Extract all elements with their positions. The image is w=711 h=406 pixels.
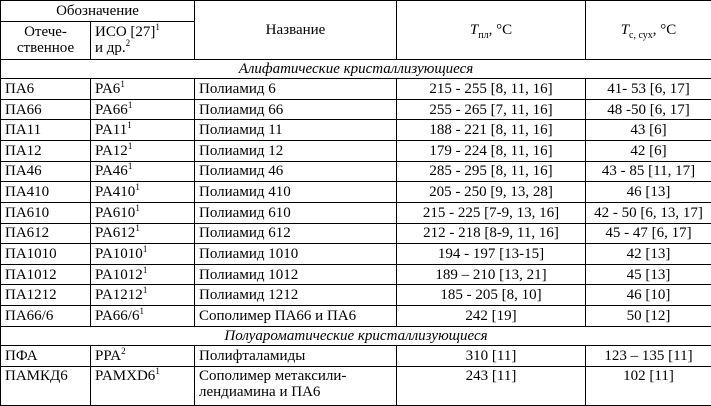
domestic-cell: ПАМКД6 (1, 366, 91, 405)
name-cell: Сополимер ПА66 и ПА6 (195, 306, 397, 327)
iso-cell: $PA6^1$ (91, 79, 195, 100)
glass-temp-cell: 50 [12] (586, 306, 711, 327)
glass-temp-cell: 123 – 135 [11] (586, 346, 711, 367)
melting-temp-cell: 242 [19] (397, 306, 586, 327)
name-cell: Полиамид 1010 (195, 244, 397, 265)
domestic-cell: ПА610 (1, 202, 91, 223)
melting-temp-cell: 189 – 210 [13, 21] (397, 264, 586, 285)
name-cell: Полиамид 46 (195, 161, 397, 182)
name-cell: Полиамид 410 (195, 182, 397, 203)
glass-temp-cell: 102 [11] (586, 366, 711, 405)
domestic-cell: ПА612 (1, 223, 91, 244)
domestic-cell: ПА66/6 (1, 306, 91, 327)
domestic-cell: ПА46 (1, 161, 91, 182)
table-row (1, 202, 711, 223)
table-row (1, 79, 711, 100)
section-aliphatic: Алифатические кристаллизующиеся (1, 59, 711, 79)
iso-cell: $PA66/6^1$ (91, 306, 195, 327)
name-cell: Полиамид 66 (195, 99, 397, 120)
iso-cell: $PA11^1$ (91, 120, 195, 141)
name-cell: Полиамид 612 (195, 223, 397, 244)
domestic-cell: ПА1012 (1, 264, 91, 285)
glass-temp-cell: 46 [10] (586, 285, 711, 306)
glass-temp-cell: 42 - 50 [6, 13, 17] (586, 202, 711, 223)
table-row (1, 366, 711, 405)
domestic-cell: ПА410 (1, 182, 91, 203)
designation-header: Обозначение (1, 1, 195, 22)
glass-temp-cell: 42 [6] (586, 141, 711, 162)
name-cell: Сополимер метаксили- лендиамина и ПА6 (195, 366, 397, 405)
iso-cell: PA1010$^1$ (91, 244, 195, 265)
glass-temp-cell: 42 [13] (586, 244, 711, 265)
name-cell: Полиамид 6 (195, 79, 397, 100)
iso-cell: $PA612^1$ (91, 223, 195, 244)
domestic-header: Отече- ственное (1, 21, 91, 59)
table-row (1, 141, 711, 162)
melting-temp-cell: 194 - 197 [13-15] (397, 244, 586, 265)
glass-temp-cell: 48 -50 [6, 17] (586, 99, 711, 120)
iso-cell: PA1212$^1$ (91, 285, 195, 306)
table-row (1, 285, 711, 306)
table-row (1, 182, 711, 203)
melting-temp-cell: 215 - 225 [7-9, 13, 16] (397, 202, 586, 223)
domestic-cell: ПФА (1, 346, 91, 367)
name-cell: Полиамид 1012 (195, 264, 397, 285)
glass-temp-cell: 43 [6] (586, 120, 711, 141)
iso-cell: $PA610^1$ (91, 202, 195, 223)
domestic-cell: ПА11 (1, 120, 91, 141)
name-cell: Полиамид 11 (195, 120, 397, 141)
section-semiaromatic: Полуароматические кристаллизующиеся (1, 326, 711, 346)
glass-temp-cell: 45 - 47 [6, 17] (586, 223, 711, 244)
name-cell: Полиамид 1212 (195, 285, 397, 306)
iso-cell: PA1012$^1$ (91, 264, 195, 285)
iso-cell: $PA410^1$ (91, 182, 195, 203)
iso-cell: $PA46^1$ (91, 161, 195, 182)
melting-temp-cell: 285 - 295 [8, 11, 16] (397, 161, 586, 182)
melting-temp-cell: 212 - 218 [8-9, 11, 16] (397, 223, 586, 244)
domestic-cell: ПА12 (1, 141, 91, 162)
name-header: Название (195, 1, 397, 60)
table-row (1, 223, 711, 244)
table-row (1, 306, 711, 327)
name-cell: Полифталамиды (195, 346, 397, 367)
table-row (1, 120, 711, 141)
iso-header: ИСО $[27]^1$ и др.$^2$ (91, 21, 195, 59)
iso-cell: PPA$^2$ (91, 346, 195, 367)
melting-temp-cell: 179 - 224 [8, 11, 16] (397, 141, 586, 162)
domestic-cell: ПА1010 (1, 244, 91, 265)
melting-temp-cell: 243 [11] (397, 366, 586, 405)
melting-temp-cell: 215 - 255 [8, 11, 16] (397, 79, 586, 100)
iso-cell: $PA12^1$ (91, 141, 195, 162)
domestic-cell: ПА66 (1, 99, 91, 120)
domestic-cell: ПА6 (1, 79, 91, 100)
glass-temp-cell: 46 [13] (586, 182, 711, 203)
melting-temp-header: $T_{пл}$, °C (397, 1, 586, 60)
table-row (1, 346, 711, 367)
iso-cell: $PA66^1$ (91, 99, 195, 120)
melting-temp-cell: 188 - 221 [8, 11, 16] (397, 120, 586, 141)
table-row (1, 264, 711, 285)
table-row (1, 244, 711, 265)
domestic-cell: ПА1212 (1, 285, 91, 306)
name-cell: Полиамид 12 (195, 141, 397, 162)
glass-temp-cell: 45 [13] (586, 264, 711, 285)
iso-cell: $PAMXD6^1$ (91, 366, 195, 405)
glass-temp-cell: 41- 53 [6, 17] (586, 79, 711, 100)
melting-temp-cell: 255 - 265 [7, 11, 16] (397, 99, 586, 120)
melting-temp-cell: 205 - 250 [9, 13, 28] (397, 182, 586, 203)
melting-temp-cell: 310 [11] (397, 346, 586, 367)
name-cell: Полиамид 610 (195, 202, 397, 223)
melting-temp-cell: 185 - 205 [8, 10] (397, 285, 586, 306)
table-row (1, 99, 711, 120)
table-row (1, 161, 711, 182)
glass-temp-header: $T_{с, сух}$, °C (586, 1, 711, 60)
glass-temp-cell: 43 - 85 [11, 17] (586, 161, 711, 182)
